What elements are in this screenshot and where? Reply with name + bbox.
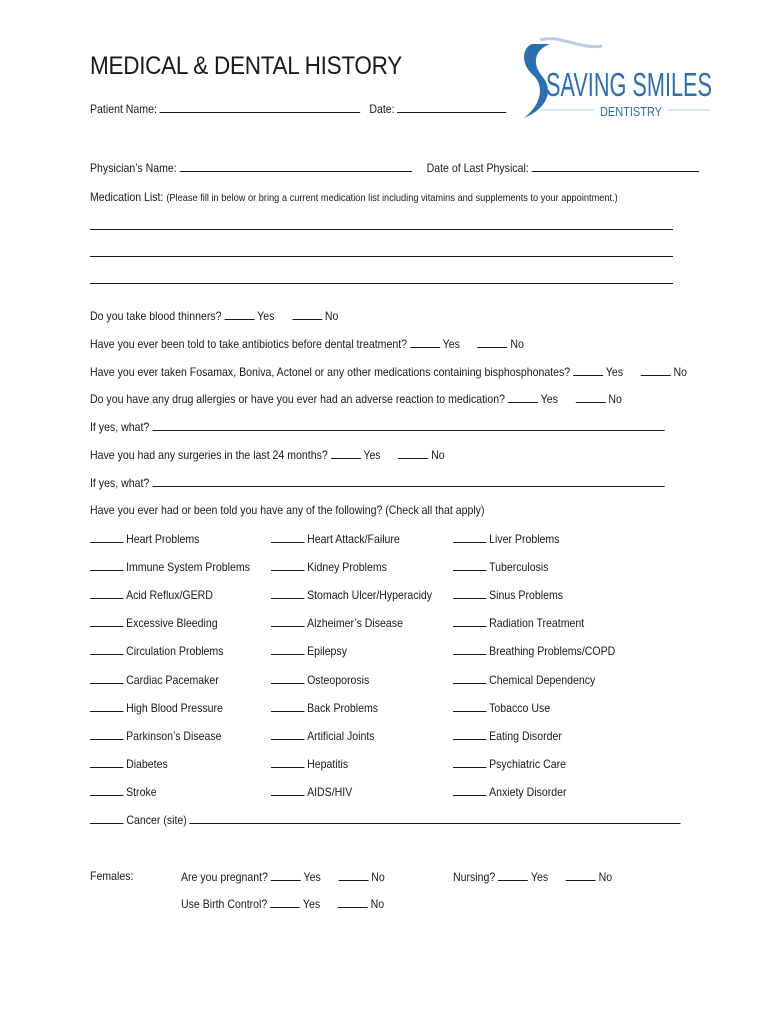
condition-item: [453, 756, 566, 771]
condition-label: Acid Reflux/GERD: [126, 588, 213, 603]
nursing-row: [453, 869, 612, 884]
cancer-site-field[interactable]: [190, 812, 681, 824]
condition-check-field[interactable]: [453, 700, 486, 712]
if-yes-label: If yes, what?: [90, 420, 150, 434]
condition-check-field[interactable]: [90, 643, 123, 655]
condition-item: [90, 756, 168, 771]
condition-check-field[interactable]: [453, 728, 486, 740]
condition-label: AIDS/HIV: [307, 784, 353, 799]
antibiotics-question: Have you ever been told to take antibiotics before dental treatment?: [90, 337, 408, 351]
condition-item: [271, 559, 387, 574]
conditions-intro: Have you ever had or been told you have any of the following? (Check all that apply): [90, 503, 485, 517]
condition-check-field[interactable]: [453, 643, 486, 655]
bisphosphonates-yes-field[interactable]: [573, 364, 603, 376]
condition-label: Kidney Problems: [307, 560, 387, 575]
condition-check-field[interactable]: [271, 672, 304, 684]
condition-label: High Blood Pressure: [126, 700, 223, 715]
condition-item: [453, 784, 567, 799]
yes-label: Yes: [363, 448, 381, 462]
condition-item: [453, 728, 562, 743]
condition-label: Heart Problems: [126, 532, 200, 546]
no-label: No: [608, 392, 622, 406]
condition-check-field[interactable]: [453, 756, 486, 768]
condition-item: [90, 643, 224, 658]
condition-label: Heart Attack/Failure: [307, 532, 400, 546]
blood-thinners-question: Do you take blood thinners?: [90, 309, 222, 323]
condition-check-field[interactable]: [90, 615, 123, 627]
bisphosphonates-question: Have you ever taken Fosamax, Boniva, Actonel or any other medications containing bisphosphonates?: [90, 365, 571, 379]
physician-name-label: Physician’s Name:: [90, 161, 177, 175]
condition-check-field[interactable]: [453, 587, 486, 599]
condition-check-field[interactable]: [90, 672, 123, 684]
no-label: No: [431, 448, 445, 462]
condition-item: [453, 587, 563, 602]
condition-check-field[interactable]: [90, 531, 123, 543]
condition-item: [453, 672, 595, 687]
condition-label: Tobacco Use: [489, 700, 551, 715]
condition-item: [271, 756, 348, 771]
condition-check-field[interactable]: [90, 559, 123, 571]
condition-item: [271, 672, 369, 687]
physician-name-field[interactable]: [180, 160, 412, 172]
condition-label: Hepatitis: [307, 756, 349, 771]
no-label: No: [598, 870, 613, 884]
no-label: No: [370, 897, 385, 911]
females-label: Females:: [90, 869, 134, 883]
pregnant-no-field[interactable]: [338, 869, 368, 881]
patient-name-field[interactable]: [160, 101, 361, 113]
yes-label: Yes: [303, 870, 321, 884]
condition-check-field[interactable]: [271, 531, 304, 543]
condition-check-field[interactable]: [90, 700, 123, 712]
allergies-no-field[interactable]: [575, 391, 605, 403]
condition-item: [90, 728, 222, 743]
surgeries-yes-field[interactable]: [331, 447, 361, 459]
blood-thinners-no-field[interactable]: [292, 308, 322, 320]
surgeries-detail-field[interactable]: [152, 475, 664, 487]
condition-label: Stroke: [126, 784, 157, 799]
no-label: No: [673, 365, 688, 379]
surgeries-question: Have you had any surgeries in the last 24 months?: [90, 448, 328, 462]
condition-label: Breathing Problems/COPD: [489, 644, 616, 659]
bisphosphonates-no-field[interactable]: [641, 364, 671, 376]
no-label: No: [371, 870, 385, 884]
condition-label: Sinus Problems: [489, 588, 564, 603]
condition-label: Parkinson’s Disease: [126, 728, 222, 743]
condition-item: [453, 559, 549, 574]
allergies-detail-row: [90, 419, 664, 434]
condition-check-field[interactable]: [271, 728, 304, 740]
birth-control-row: [181, 896, 384, 911]
condition-item: [271, 615, 403, 630]
page-title: MEDICAL & DENTAL HISTORY: [90, 52, 402, 80]
condition-check-field[interactable]: [271, 559, 304, 571]
condition-label: Diabetes: [126, 756, 168, 771]
nursing-question: Nursing?: [453, 870, 496, 884]
no-label: No: [510, 337, 524, 351]
condition-item: [271, 531, 400, 546]
condition-item: [453, 531, 560, 546]
condition-check-field[interactable]: [453, 531, 486, 543]
condition-label: Chemical Dependency: [489, 672, 596, 687]
condition-label: Epilepsy: [307, 644, 347, 659]
condition-item: [271, 728, 375, 743]
if-yes-label: If yes, what?: [90, 476, 150, 490]
condition-check-field[interactable]: [453, 784, 486, 796]
no-label: No: [324, 309, 339, 323]
blood-thinners-row: [90, 308, 338, 323]
condition-label: Osteoporosis: [307, 672, 370, 687]
pregnant-question: Are you pregnant?: [181, 870, 268, 884]
birth-control-no-field[interactable]: [338, 896, 368, 908]
surgeries-detail-row: [90, 475, 664, 490]
birth-control-yes-field[interactable]: [270, 896, 300, 908]
logo-line2: DENTISTRY: [600, 104, 663, 119]
last-physical-field[interactable]: [532, 160, 699, 172]
allergies-detail-field[interactable]: [152, 419, 664, 431]
condition-item: [90, 700, 223, 715]
condition-check-field[interactable]: [453, 615, 486, 627]
condition-check-field[interactable]: [271, 784, 304, 796]
condition-item: [453, 615, 584, 630]
condition-item: [90, 587, 213, 602]
condition-label: Back Problems: [307, 700, 379, 715]
medication-note: (Please fill in below or bring a current medication list including vitamins and supplements to your appointment.): [166, 192, 618, 204]
nursing-yes-field[interactable]: [498, 869, 528, 881]
condition-check-field[interactable]: [453, 672, 486, 684]
condition-item: [453, 700, 550, 715]
condition-item: [90, 531, 199, 546]
condition-label: Psychiatric Care: [489, 756, 566, 771]
condition-check-field[interactable]: [90, 587, 123, 599]
antibiotics-no-field[interactable]: [477, 336, 507, 348]
allergies-row: [90, 391, 622, 406]
condition-check-field[interactable]: [271, 756, 304, 768]
bisphosphonates-row: [90, 364, 687, 379]
condition-label: Tuberculosis: [489, 560, 549, 575]
yes-label: Yes: [540, 392, 558, 406]
cancer-label: Cancer (site): [126, 813, 187, 827]
antibiotics-row: [90, 336, 524, 351]
patient-name-row: [90, 101, 507, 116]
condition-check-field[interactable]: [90, 756, 123, 768]
condition-item: [90, 559, 250, 574]
yes-label: Yes: [302, 897, 321, 911]
medication-line-1[interactable]: [90, 229, 673, 230]
condition-item: [271, 700, 378, 715]
birth-control-question: Use Birth Control?: [181, 897, 268, 911]
condition-check-field[interactable]: [271, 615, 304, 627]
date-field[interactable]: [398, 101, 507, 113]
condition-label: Cardiac Pacemaker: [126, 672, 219, 687]
allergies-question: Do you have any drug allergies or have you ever had an adverse reaction to medication?: [90, 392, 506, 406]
condition-label: Excessive Bleeding: [126, 616, 218, 631]
condition-label: Anxiety Disorder: [489, 784, 567, 799]
antibiotics-yes-field[interactable]: [410, 336, 440, 348]
condition-check-field[interactable]: [453, 559, 486, 571]
pregnant-row: [181, 869, 385, 884]
pregnant-yes-field[interactable]: [271, 869, 301, 881]
yes-label: Yes: [442, 337, 460, 351]
surgeries-row: [90, 447, 445, 462]
yes-label: Yes: [257, 309, 275, 323]
medication-row: [90, 190, 618, 205]
medication-label: Medication List:: [90, 190, 164, 204]
condition-item: [90, 784, 157, 799]
condition-item: [90, 672, 219, 687]
condition-label: Circulation Problems: [126, 644, 224, 659]
blood-thinners-yes-field[interactable]: [224, 308, 254, 320]
condition-item: [271, 587, 432, 602]
physician-row: [90, 160, 699, 175]
condition-item: [90, 615, 218, 630]
yes-label: Yes: [530, 870, 549, 884]
condition-check-field[interactable]: [90, 728, 123, 740]
cancer-row: [90, 812, 681, 827]
condition-check-field[interactable]: [271, 587, 304, 599]
condition-item: [453, 643, 615, 658]
medication-line-3[interactable]: [90, 283, 673, 284]
patient-name-label: Patient Name:: [90, 102, 157, 116]
medication-line-2[interactable]: [90, 256, 673, 257]
date-label: Date:: [369, 102, 395, 116]
condition-label: Alzheimer’s Disease: [307, 616, 403, 631]
surgeries-no-field[interactable]: [398, 447, 428, 459]
condition-label: Eating Disorder: [489, 728, 562, 743]
saving-smiles-logo: [520, 36, 720, 126]
yes-label: Yes: [605, 365, 624, 379]
condition-label: Artificial Joints: [307, 728, 375, 743]
cancer-check-field[interactable]: [90, 812, 123, 824]
condition-check-field[interactable]: [271, 643, 304, 655]
condition-label: Stomach Ulcer/Hyperacidy: [307, 588, 433, 603]
condition-label: Radiation Treatment: [489, 616, 585, 631]
nursing-no-field[interactable]: [566, 869, 596, 881]
condition-label: Immune System Problems: [126, 560, 250, 575]
allergies-yes-field[interactable]: [508, 391, 538, 403]
condition-check-field[interactable]: [90, 784, 123, 796]
condition-label: Liver Problems: [489, 532, 560, 546]
logo-line1: SAVING SMILES: [546, 66, 712, 103]
last-physical-label: Date of Last Physical:: [426, 161, 529, 175]
condition-check-field[interactable]: [271, 700, 304, 712]
condition-item: [271, 784, 352, 799]
condition-item: [271, 643, 347, 658]
